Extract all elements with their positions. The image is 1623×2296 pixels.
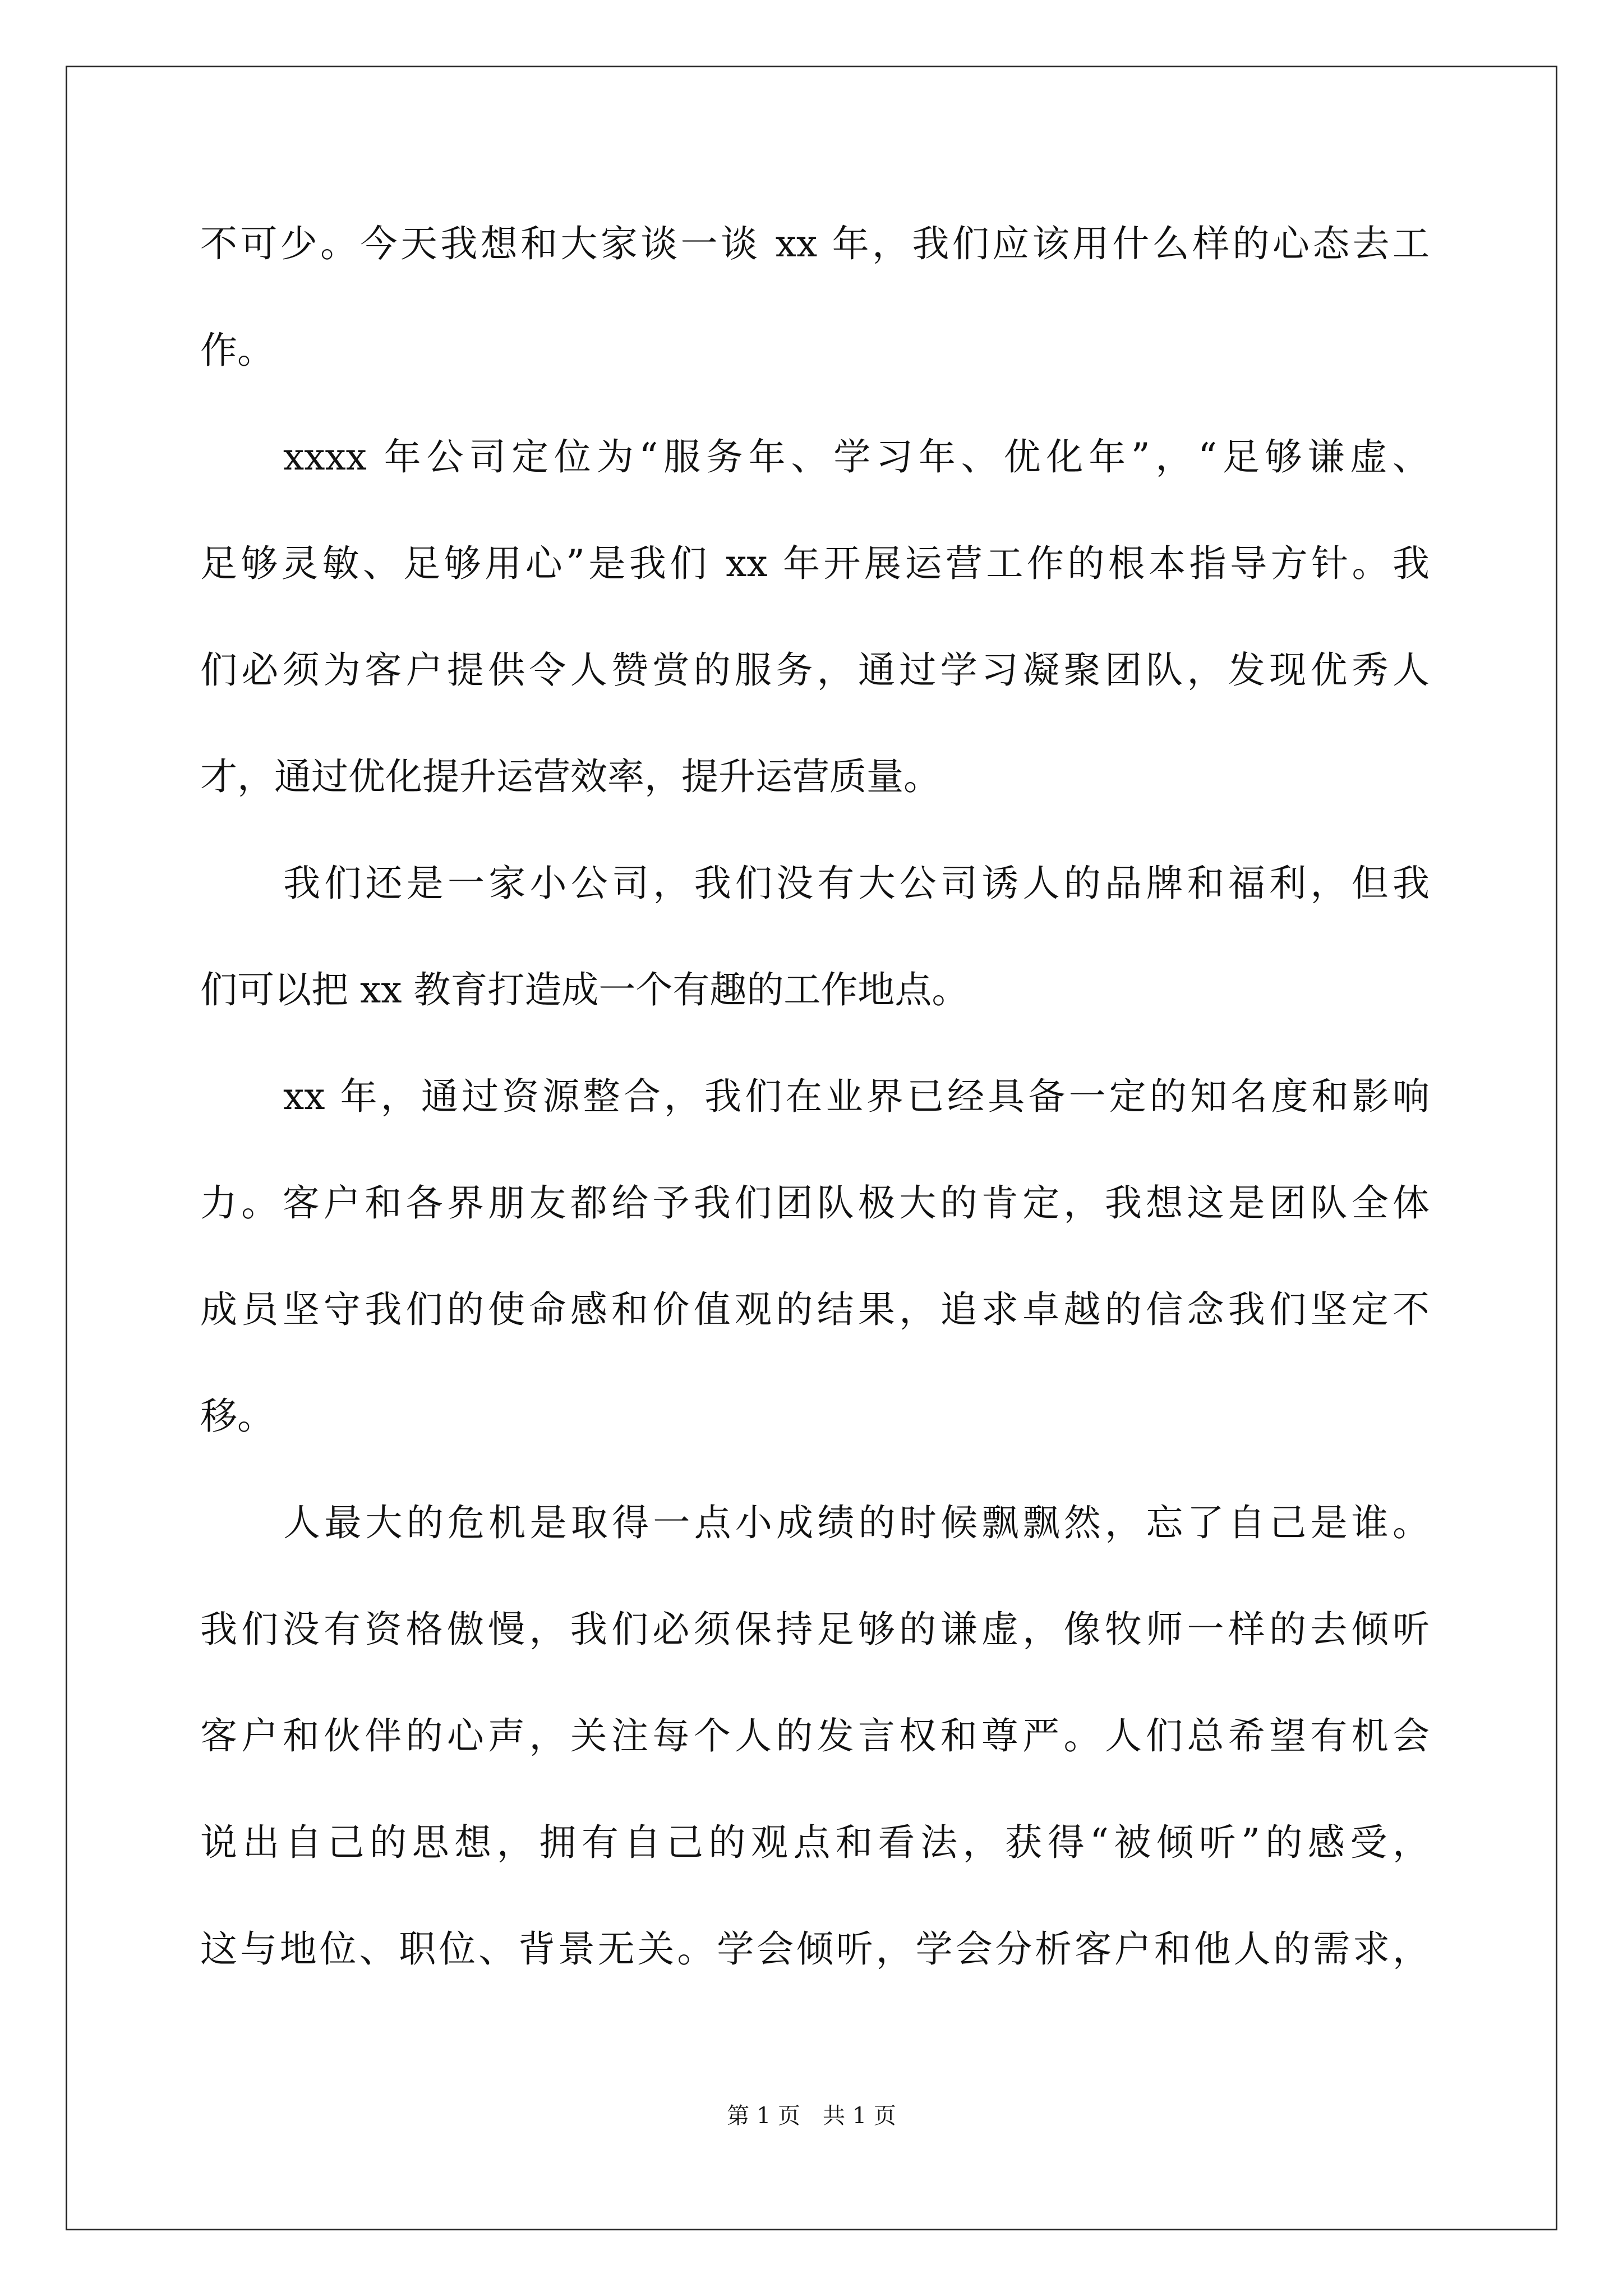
text-line: 足够灵敏、足够用心”是我们 xx 年开展运营工作的根本指导方针。我	[200, 542, 1430, 585]
text-line: 才，通过优化提升运营效率，提升运营质量。	[200, 755, 940, 798]
text-line: 说出自己的思想，拥有自己的观点和看法，获得“被倾听”的感受，	[200, 1821, 1430, 1864]
text-line: 客户和伙伴的心声，关注每个人的发言权和尊严。人们总希望有机会	[200, 1714, 1430, 1757]
text-line: xx 年，通过资源整合，我们在业界已经具备一定的知名度和影响	[283, 1075, 1430, 1118]
text-line: 力。客户和各界朋友都给予我们团队极大的肯定，我想这是团队全体	[200, 1181, 1430, 1225]
text-line: 作。	[200, 329, 274, 372]
page-footer: 第 1 页 共 1 页	[727, 2103, 896, 2129]
text-line: 人最大的危机是取得一点小成绩的时候飘飘然，忘了自己是谁。	[283, 1501, 1430, 1544]
text-line: 这与地位、职位、背景无关。学会倾听，学会分析客户和他人的需求，	[200, 1927, 1430, 1971]
text-line: xxxx 年公司定位为“服务年、学习年、优化年”，“足够谦虚、	[283, 435, 1430, 478]
text-line: 我们还是一家小公司，我们没有大公司诱人的品牌和福利，但我	[283, 862, 1430, 905]
text-line: 们可以把 xx 教育打造成一个有趣的工作地点。	[200, 968, 969, 1011]
text-line: 不可少。今天我想和大家谈一谈 xx 年，我们应该用什么样的心态去工	[200, 222, 1430, 265]
text-line: 移。	[200, 1395, 274, 1438]
text-line: 我们没有资格傲慢，我们必须保持足够的谦虚，像牧师一样的去倾听	[200, 1608, 1430, 1651]
text-line: 成员坚守我们的使命感和价值观的结果，追求卓越的信念我们坚定不	[200, 1288, 1430, 1331]
text-line: 们必须为客户提供令人赞赏的服务，通过学习凝聚团队，发现优秀人	[200, 648, 1430, 692]
document-body	[200, 213, 1430, 2025]
